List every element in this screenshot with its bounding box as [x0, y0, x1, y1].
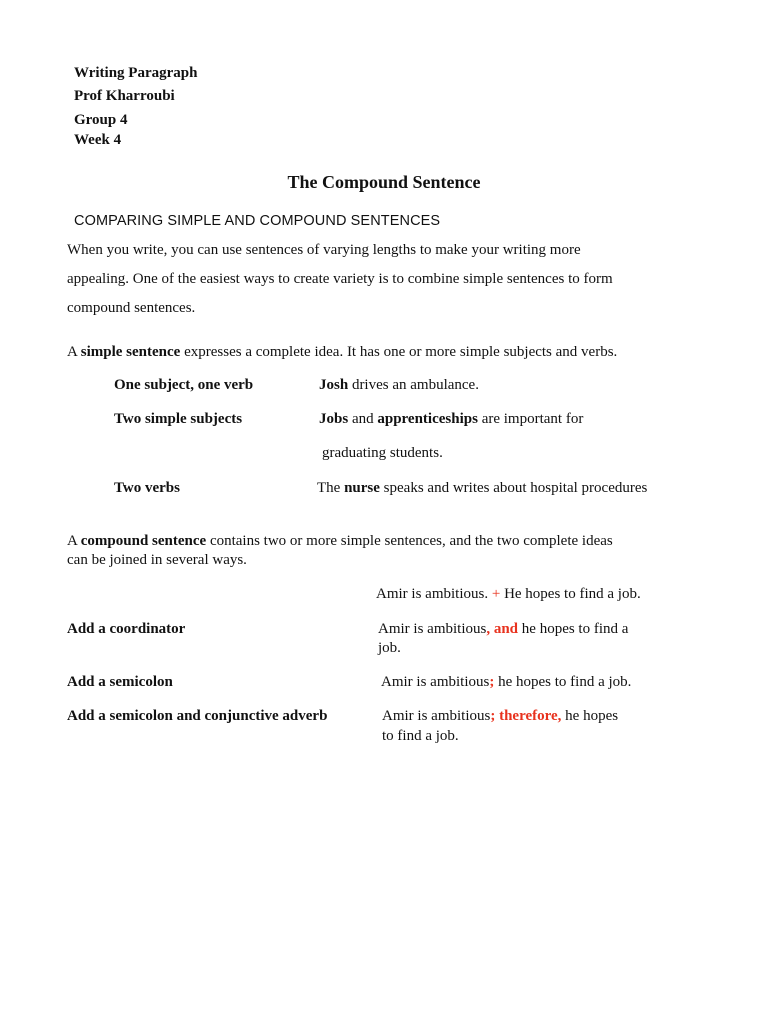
- intro-line-1: When you write, you can use sentences of varying lengths to make your writing more: [67, 242, 581, 258]
- professor-name: Prof Kharroubi: [74, 88, 175, 104]
- method-example: [381, 674, 631, 691]
- simple-sentence-definition: [67, 344, 617, 361]
- example-label: Two verbs: [114, 480, 180, 496]
- simple-term: simple sentence: [80, 344, 181, 360]
- method-example: [382, 708, 618, 725]
- method-second-clause: he hopes to find a: [518, 621, 629, 637]
- compound-term: compound sentence: [80, 533, 207, 549]
- base-example: [376, 586, 641, 603]
- base-second-clause: He hopes to find a job.: [500, 586, 641, 602]
- method-first-clause: Amir is ambitious: [382, 708, 491, 724]
- simple-rest: expresses a complete idea. It has one or more simple subjects and verbs.: [180, 344, 618, 360]
- compound-prefix: A: [67, 533, 81, 549]
- example-subject: Jobs: [319, 411, 349, 427]
- method-second-clause: he hopes to find a job.: [494, 674, 632, 690]
- example-sentence: [319, 377, 479, 394]
- example-sentence: [317, 480, 647, 497]
- example-rest: drives an ambulance.: [348, 377, 479, 393]
- course-name: Writing Paragraph: [74, 65, 198, 81]
- example-continuation: graduating students.: [322, 445, 443, 461]
- compound-definition-line-2: can be joined in several ways.: [67, 552, 247, 568]
- example-subject: apprenticeships: [377, 411, 478, 427]
- example-subject: Josh: [319, 377, 349, 393]
- method-continuation: to find a job.: [382, 728, 459, 744]
- group-label: Group 4: [74, 112, 128, 128]
- example-label: One subject, one verb: [114, 377, 254, 393]
- example-article: The: [317, 480, 345, 496]
- page-title: The Compound Sentence: [287, 172, 481, 192]
- method-label: Add a semicolon: [67, 674, 173, 690]
- method-joiner: ; therefore,: [490, 708, 562, 724]
- simple-prefix: A: [67, 344, 81, 360]
- plus-symbol: +: [491, 586, 501, 602]
- base-first-clause: Amir is ambitious.: [376, 586, 492, 602]
- method-continuation: job.: [378, 640, 401, 656]
- example-sentence: [319, 411, 583, 428]
- method-label: Add a semicolon and conjunctive adverb: [67, 708, 328, 724]
- method-first-clause: Amir is ambitious: [378, 621, 487, 637]
- method-label: Add a coordinator: [67, 621, 186, 637]
- intro-line-2: appealing. One of the easiest ways to create variety is to combine simple sentences to form: [67, 271, 613, 287]
- method-example: [378, 621, 628, 638]
- compound-rest: contains two or more simple sentences, and the two complete ideas: [206, 533, 613, 549]
- example-conjunction: and: [348, 411, 378, 427]
- section-heading: COMPARING SIMPLE AND COMPOUND SENTENCES: [74, 213, 441, 229]
- method-second-clause: he hopes: [561, 708, 619, 724]
- week-label: Week 4: [74, 132, 122, 148]
- method-joiner: ;: [489, 674, 495, 690]
- method-first-clause: Amir is ambitious: [381, 674, 490, 690]
- compound-sentence-definition: [67, 533, 613, 550]
- example-rest: are important for: [477, 411, 584, 427]
- method-joiner: , and: [486, 621, 519, 637]
- example-label: Two simple subjects: [114, 411, 243, 427]
- example-subject: nurse: [344, 480, 380, 496]
- intro-line-3: compound sentences.: [67, 300, 196, 316]
- example-rest: speaks and writes about hospital procedures: [379, 480, 648, 496]
